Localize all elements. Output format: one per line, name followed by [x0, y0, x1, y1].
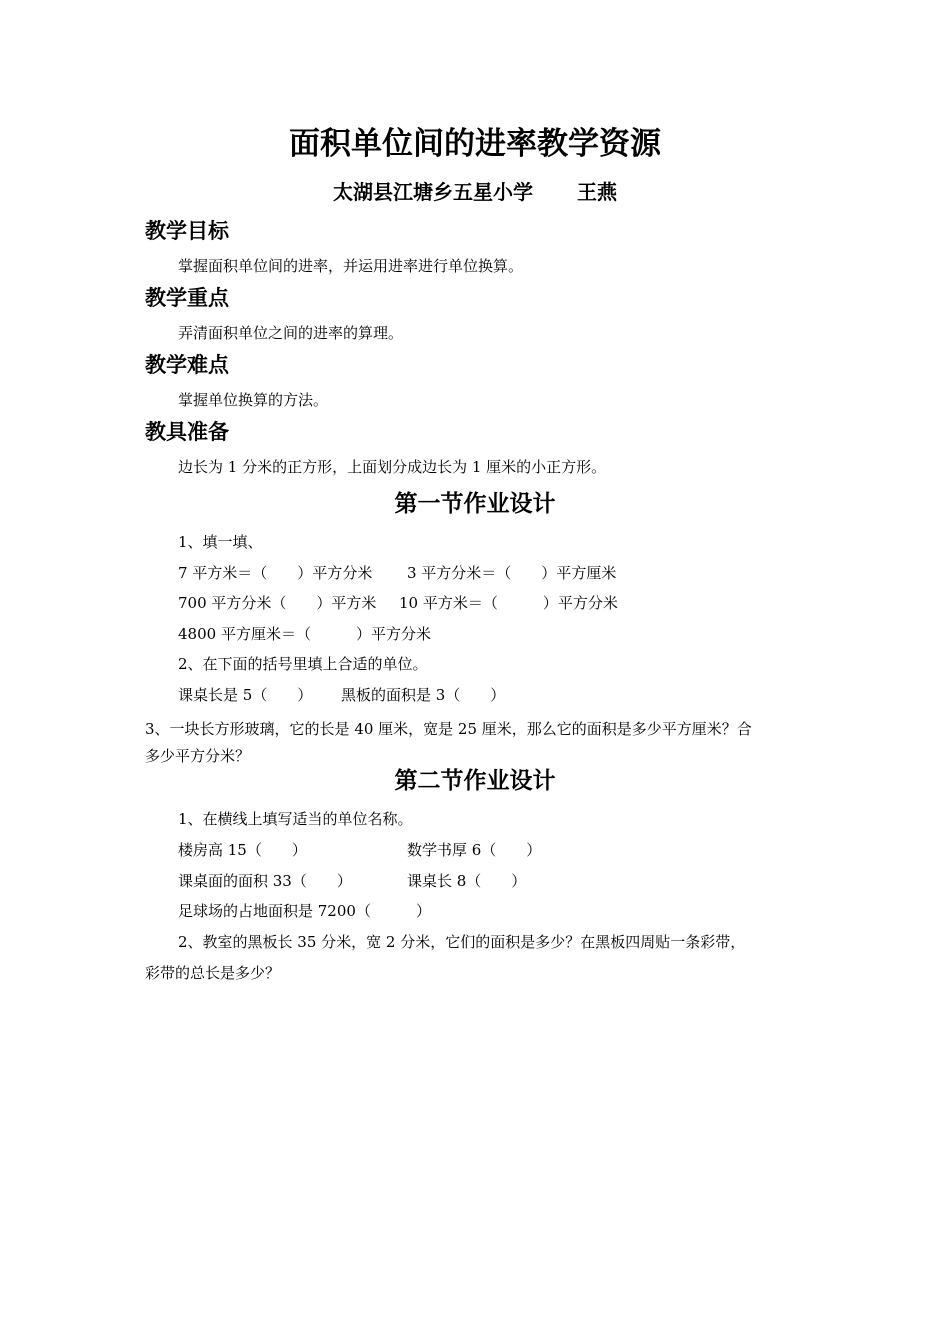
- s1-q1-d: 10 平方米＝（ ）平方分米: [399, 594, 618, 612]
- page-title: 面积单位间的进率教学资源: [289, 126, 661, 162]
- s1-q3-line1: 3、一块长方形玻璃，它的长是 40 厘米，宽是 25 厘米，那么它的面积是多少平方厘米？合: [145, 720, 752, 738]
- author-name: 王燕: [577, 180, 617, 204]
- s2-q2-line2: 彩带的总长是多少？: [145, 964, 281, 982]
- s2-q1-b: 数学书厚 6（ ）: [407, 841, 542, 859]
- s1-q2-a: 课桌长是 5（ ）: [178, 686, 313, 704]
- key-points-text: 弄清面积单位之间的进率的算理。: [178, 324, 404, 342]
- s1-q1-label: 1、填一填、: [178, 533, 263, 551]
- s2-q1-label: 1、在横线上填写适当的单位名称。: [178, 810, 413, 828]
- s2-q1-d: 课桌长 8（ ）: [407, 872, 527, 890]
- s1-q2-label: 2、在下面的括号里填上合适的单位。: [178, 655, 428, 673]
- s1-q3-line2: 多少平方分米？: [145, 747, 251, 765]
- difficulties-text: 掌握单位换算的方法。: [178, 391, 329, 409]
- author-line: [0, 176, 950, 208]
- goals-text: 掌握面积单位间的进率，并运用进率进行单位换算。: [178, 257, 524, 275]
- s1-q1-c: 700 平方分米（ ）平方米: [178, 594, 377, 612]
- section2-title: 第二节作业设计: [394, 768, 556, 794]
- s1-q1-b: 3 平方分米＝（ ）平方厘米: [407, 564, 617, 582]
- materials-text: 边长为 1 分米的正方形，上面划分成边长为 1 厘米的小正方形。: [178, 458, 607, 476]
- school-name: 太湖县江塘乡五星小学: [333, 180, 533, 204]
- s1-q2-b: 黑板的面积是 3（ ）: [341, 686, 506, 704]
- s1-q1-e: 4800 平方厘米＝（ ）平方分米: [178, 625, 431, 643]
- s2-q1-c: 课桌面的面积 33（ ）: [178, 872, 352, 890]
- s2-q2-line1: 2、教室的黑板长 35 分米，宽 2 分米，它们的面积是多少？在黑板四周贴一条彩带，: [178, 933, 746, 951]
- heading-materials: 教具准备: [145, 420, 229, 444]
- heading-difficulties: 教学难点: [145, 353, 229, 377]
- heading-goals: 教学目标: [145, 219, 229, 243]
- s2-q1-a: 楼房高 15（ ）: [178, 841, 307, 859]
- heading-key-points: 教学重点: [145, 286, 229, 310]
- s2-q1-e: 足球场的占地面积是 7200（ ）: [178, 902, 431, 920]
- s1-q1-a: 7 平方米＝（ ）平方分米: [178, 564, 373, 582]
- section1-title: 第一节作业设计: [394, 491, 556, 517]
